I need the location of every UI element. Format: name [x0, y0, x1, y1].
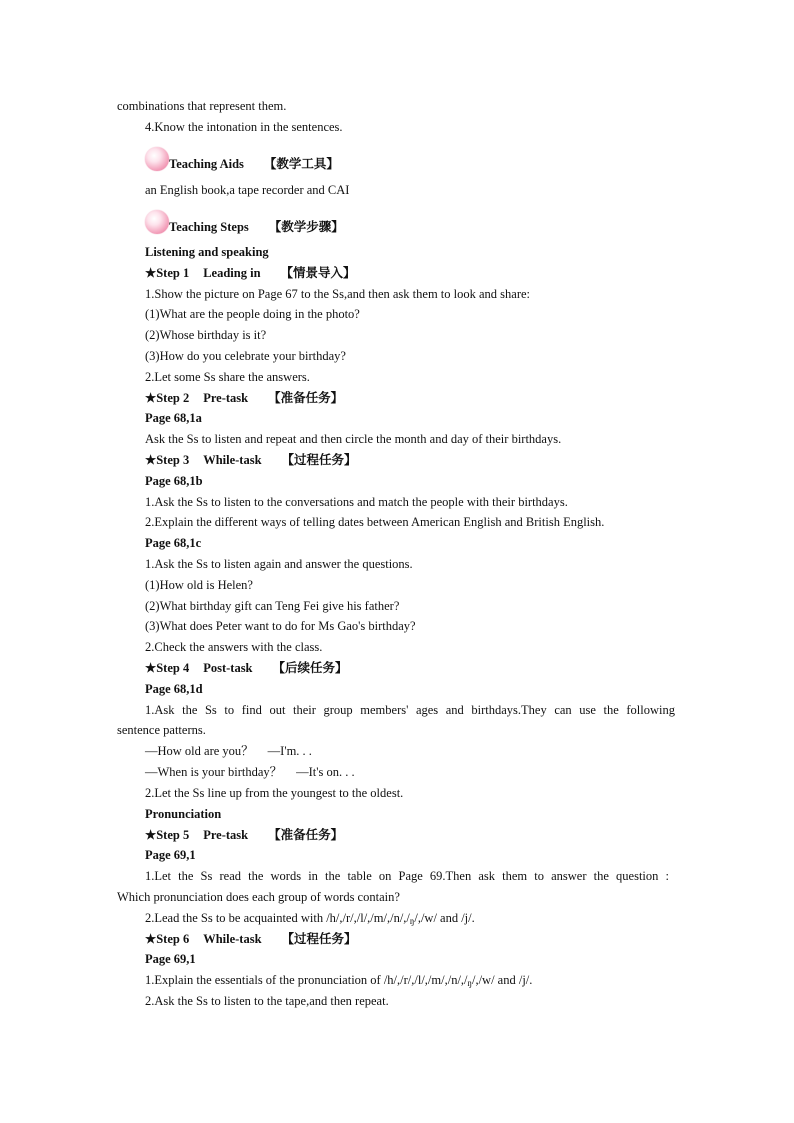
section-title: Teaching Steps: [169, 220, 249, 234]
text-line: (1)How old is Helen?: [145, 578, 253, 592]
sentence-pattern: [145, 764, 355, 780]
text-line: 1.Ask the Ss to listen to the conversations and match the people with their birthdays.: [145, 495, 568, 509]
step-name: Post-task: [203, 661, 253, 675]
step-name-cn: 【过程任务】: [281, 453, 357, 467]
step-name: Pre-task: [203, 391, 249, 405]
phonetic-symbol: ŋ: [409, 916, 415, 926]
page-ref: Page 68,1d: [145, 682, 203, 696]
text-line: (3)What does Peter want to do for Ms Gao's birthday?: [145, 619, 416, 633]
text-line: Ask the Ss to listen and repeat and then circle the month and day of their birthdays.: [145, 432, 562, 446]
text-line: 1.Show the picture on Page 67 to the Ss,and then ask them to look and share:: [145, 287, 531, 301]
step-2-heading: [145, 390, 343, 406]
pattern-question: —How old are you？: [145, 744, 254, 758]
text-line: 1.Ask the Ss to find out their group members' ages and birthdays.They can use the following: [145, 703, 675, 717]
step-name-cn: 【准备任务】: [268, 828, 344, 842]
text-line: Which pronunciation does each group of words contain?: [117, 890, 400, 904]
step-number: ★Step 4: [145, 661, 190, 675]
text-line: (2)Whose birthday is it?: [145, 328, 267, 342]
step-number: ★Step 1: [145, 266, 190, 280]
text-line: [145, 910, 475, 927]
step-3-heading: [145, 452, 357, 468]
page-ref: Page 68,1b: [145, 474, 203, 488]
text-segment: 1.Explain the essentials of the pronunciation of /h/,/r/,/l/,/m/,/n/,/: [145, 973, 468, 987]
text-line: combinations that represent them.: [117, 99, 287, 113]
section-teaching-steps: [145, 215, 344, 239]
text-line: 1.Ask the Ss to listen again and answer the questions.: [145, 557, 413, 571]
pattern-answer: —I'm. . .: [267, 744, 312, 758]
step-name-cn: 【准备任务】: [268, 391, 344, 405]
text-line: 2.Check the answers with the class.: [145, 640, 323, 654]
step-name: Leading in: [203, 266, 261, 280]
pink-pearl-bullet-icon: [145, 147, 169, 171]
subsection-pronunciation: Pronunciation: [145, 807, 222, 821]
pattern-answer: —It's on. . .: [296, 765, 355, 779]
step-1-heading: [145, 265, 356, 281]
teaching-aids-text: an English book,a tape recorder and CAI: [145, 183, 350, 197]
step-number: ★Step 6: [145, 932, 190, 946]
phonetic-symbol: ŋ: [467, 978, 472, 988]
text-line: (3)How do you celebrate your birthday?: [145, 349, 346, 363]
text-line: 2.Explain the different ways of telling dates between American English and British English.: [145, 515, 605, 529]
step-number: ★Step 2: [145, 391, 190, 405]
section-teaching-aids: [145, 152, 339, 176]
pattern-question: —When is your birthday？: [145, 765, 283, 779]
page-ref: Page 69,1: [145, 952, 196, 966]
text-line: [145, 972, 532, 989]
page-ref: Page 69,1: [145, 848, 196, 862]
text-line: 1.Let the Ss read the words in the table on Page 69.Then ask them to answer the question :: [145, 869, 669, 883]
text-line: sentence patterns.: [117, 723, 206, 737]
step-number: ★Step 3: [145, 453, 190, 467]
text-line: 2.Let some Ss share the answers.: [145, 370, 310, 384]
text-line: 2.Let the Ss line up from the youngest to the oldest.: [145, 786, 404, 800]
step-4-heading: [145, 660, 348, 676]
page-ref: Page 68,1c: [145, 536, 202, 550]
step-6-heading: [145, 931, 357, 947]
step-5-heading: [145, 827, 343, 843]
text-segment: /,/w/ and /j/.: [471, 973, 533, 987]
step-number: ★Step 5: [145, 828, 190, 842]
sentence-pattern: [145, 743, 312, 759]
step-name-cn: 【情景导入】: [280, 266, 356, 280]
pink-pearl-bullet-icon: [145, 210, 169, 234]
section-title-cn: 【教学工具】: [263, 157, 339, 171]
step-name-cn: 【后续任务】: [272, 661, 348, 675]
text-line: (2)What birthday gift can Teng Fei give his father?: [145, 599, 400, 613]
step-name-cn: 【过程任务】: [281, 932, 357, 946]
subsection-listening-speaking: Listening and speaking: [145, 245, 269, 259]
objective-4: 4.Know the intonation in the sentences.: [145, 120, 343, 134]
page-ref: Page 68,1a: [145, 411, 202, 425]
section-title-cn: 【教学步骤】: [268, 220, 344, 234]
step-name: While-task: [203, 932, 262, 946]
text-segment: /,/w/ and /j/.: [414, 911, 475, 925]
text-line: (1)What are the people doing in the photo?: [145, 307, 360, 321]
text-line: 2.Ask the Ss to listen to the tape,and then repeat.: [145, 994, 389, 1008]
text-segment: 2.Lead the Ss to be acquainted with /h/,/r/,/l/,/m/,/n/,/: [145, 911, 410, 925]
section-title: Teaching Aids: [169, 157, 244, 171]
step-name: While-task: [203, 453, 262, 467]
step-name: Pre-task: [203, 828, 249, 842]
